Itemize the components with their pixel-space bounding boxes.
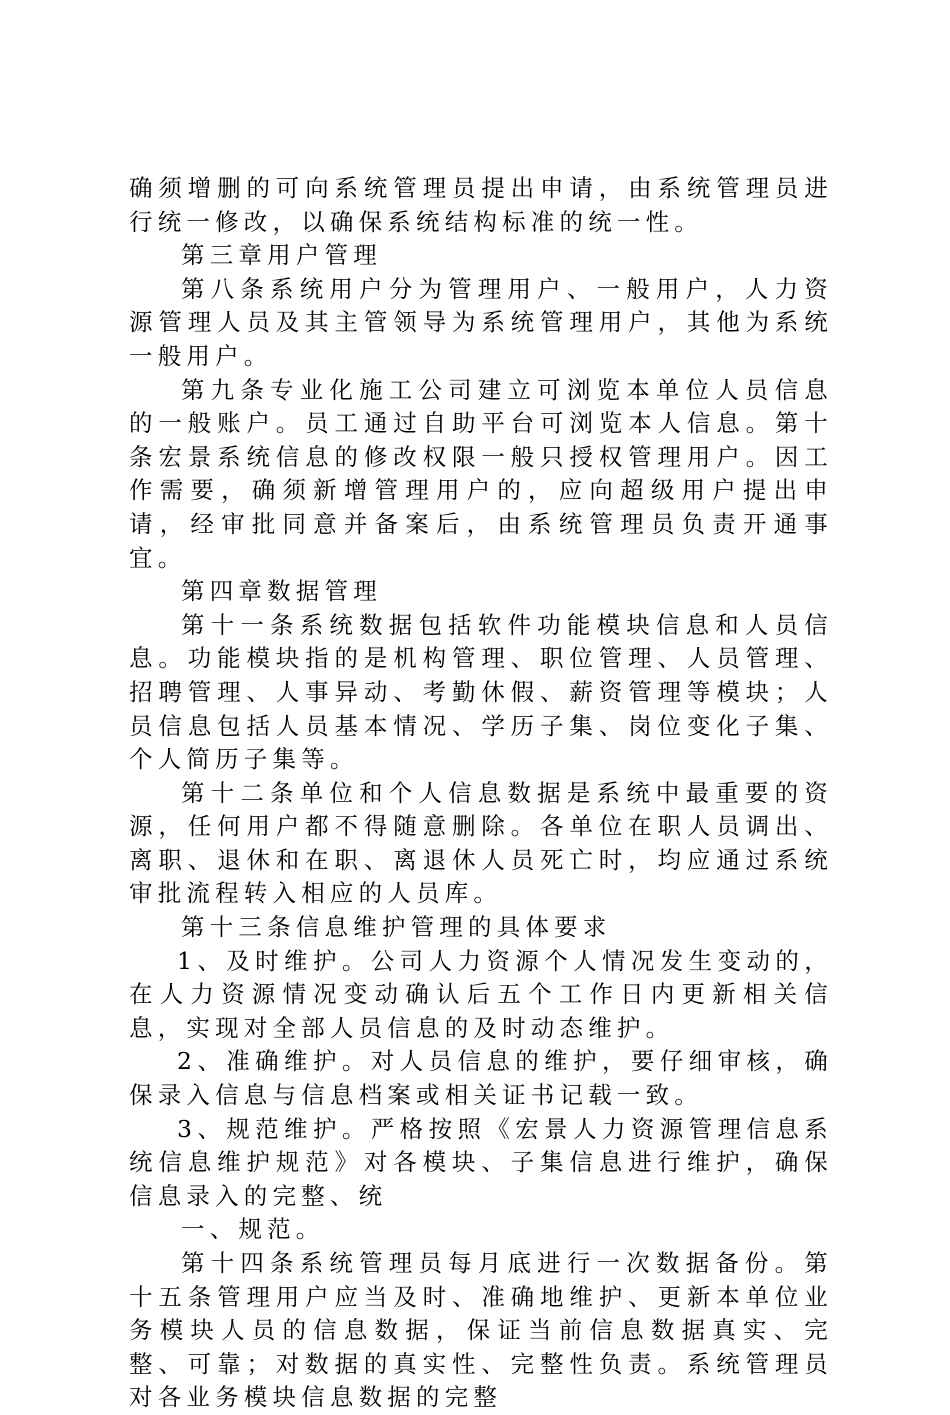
item-accurate-maintenance: 2、准确维护。对人员信息的维护，要仔细审核，确保录入信息与信息档案或相关证书记载一致。 [129,1047,833,1110]
item-timely-maintenance: 1、及时维护。公司人力资源个人情况发生变动的，在人力资源情况变动确认后五个工作日内更新相关信息，实现对全部人员信息的及时动态维护。 [129,946,833,1042]
item-standard-continuation: 一、规范。 [181,1215,325,1244]
chapter-heading-data-management: 第四章数据管理 [181,577,382,606]
paragraph-continuation: 确须增删的可向系统管理员提出申请，由系统管理员进行统一修改，以确保系统结构标准的统一性。 [129,174,833,236]
article-9-10: 第九条专业化施工公司建立可浏览本单位人员信息的一般账户。员工通过自助平台可浏览本人信息。第十条宏景系统信息的修改权限一般只授权管理用户。因工作需要，确须新增管理用户的，应向超级用户提出申请，经审批同意并备案后，由系统管理员负责开通事宜。 [129,375,833,572]
article-13-heading: 第十三条信息维护管理的具体要求 [181,913,612,942]
article-11: 第十一条系统数据包括软件功能模块信息和人员信息。功能模块指的是机构管理、职位管理、人员管理、招聘管理、人事异动、考勤休假、薪资管理等模块；人员信息包括人员基本情况、学历子集、岗位变化子集、个人简历子集等。 [129,610,833,774]
article-12: 第十二条单位和个人信息数据是系统中最重要的资源，任何用户都不得随意删除。各单位在职人员调出、离职、退休和在职、离退休人员死亡时，均应通过系统审批流程转入相应的人员库。 [129,778,833,908]
chapter-heading-user-management: 第三章用户管理 [181,241,382,270]
document-body [129,172,833,1415]
item-standard-maintenance: 3、规范维护。严格按照《宏景人力资源管理信息系统信息维护规范》对各模块、子集信息进行维护，确保信息录入的完整、统 [129,1114,833,1210]
article-8: 第八条系统用户分为管理用户、一般用户，人力资源管理人员及其主管领导为系统管理用户，其他为系统一般用户。 [129,274,833,370]
article-14-15: 第十四条系统管理员每月底进行一次数据备份。第十五条管理用户应当及时、准确地维护、更新本单位业务模块人员的信息数据，保证当前信息数据真实、完整、可靠；对数据的真实性、完整性负责。系统管理员对各业务模块信息数据的完整 [129,1249,833,1412]
